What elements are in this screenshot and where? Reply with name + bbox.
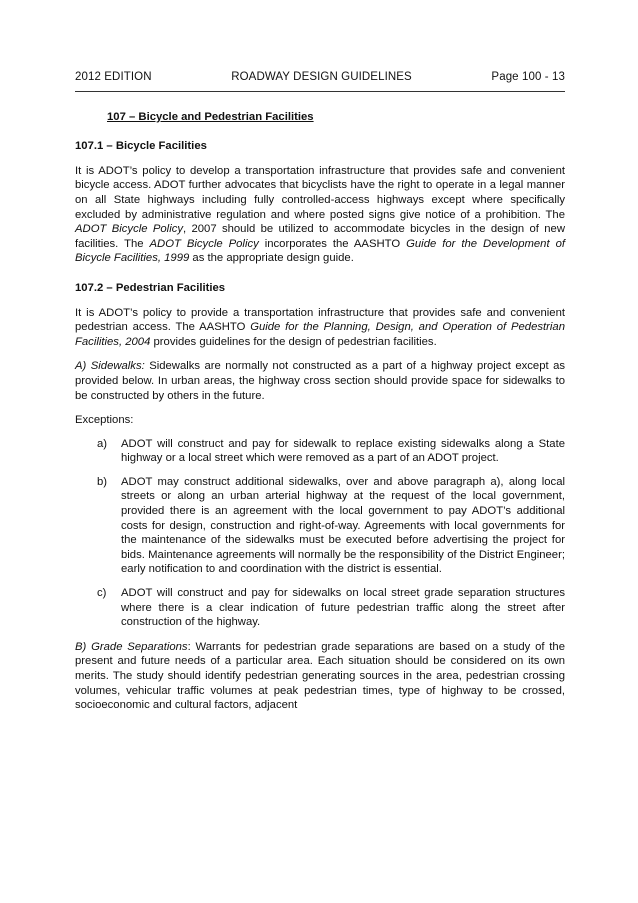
bicycle-paragraph: It is ADOT’s policy to develop a transportation infrastructure that provides safe and convenient bicycle access. ADOT further advocates that bicyclists have the right to operate in a legal manner on all State highways including fully controlled-access highways except where specifically excluded by administrative regulation and where posted signs give notice of a prohibition. The ADOT Bicycle Policy, 2007 should be utilized to accommodate bicycles in the design of new facilities. The ADOT Bicycle Policy incorporates the AASHTO Guide for the Development of Bicycle Facilities, 1999 as the appropriate design guide. (75, 164, 565, 265)
list-item (75, 475, 565, 577)
header-page-number: Page 100 - 13 (491, 71, 565, 83)
pedestrian-paragraph: It is ADOT’s policy to provide a transportation infrastructure that provides safe and convenient pedestrian access. The AASHTO Guide for the Planning, Design, and Operation of Pedestrian Facilities, 2004 provides guidelines for the design of pedestrian facilities. (75, 306, 565, 348)
sidewalks-paragraph: A) Sidewalks: Sidewalks are normally not constructed as a part of a highway project except as provided below. In urban areas, the highway cross section should provide space for sidewalks to be constructed by others in the future. (75, 360, 565, 402)
header-edition: 2012 EDITION (75, 71, 152, 83)
bicycle-heading: 107.1 – Bicycle Facilities (75, 140, 207, 153)
list-item-text: ADOT will construct and pay for sidewalks on local street grade separation structures where there is a clear indication of future pedestrian traffic along the street after construction of the highway. (121, 587, 565, 629)
list-item-label: a) (97, 437, 108, 450)
list-item (75, 586, 565, 630)
list-item (75, 437, 565, 466)
list-item-label: b) (97, 475, 108, 488)
header-title: ROADWAY DESIGN GUIDELINES (231, 71, 412, 83)
header-rule (75, 91, 565, 92)
pedestrian-heading: 107.2 – Pedestrian Facilities (75, 281, 226, 294)
list-item-text: ADOT will construct and pay for sidewalk to replace existing sidewalks along a State highway or a local street which were removed as a part of an ADOT project. (121, 437, 565, 465)
grade-separations-paragraph: B) Grade Separations: Warrants for pedestrian grade separations are based on a study of the present and future needs of a particular area. Each situation should be considered on its own merits. The study should identify pedestrian generating sources in the area, pedestrian crossing volumes, vehicular traffic volumes at peak pedestrian times, type of highway to be crossed, socioeconomic and cultural factors, adjacent (75, 640, 565, 712)
document-page (75, 70, 565, 713)
exceptions-label: Exceptions: (75, 414, 134, 427)
page-header (75, 70, 565, 85)
list-item-text: ADOT may construct additional sidewalks, over and above paragraph a), along local streets or along an urban arterial highway at the request of the local government, provided there is an agreement with the local government to pay ADOT’s additional costs for design, construction and right-of-way. Agreements with local governments for the maintenance of the sidewalks must be executed before advertising the project for bids. Maintenance agreements will normally be the responsibility of the District Engineer; early notification to and coordination with the district is essential. (121, 475, 565, 576)
section-title: 107 – Bicycle and Pedestrian Facilities (107, 110, 314, 123)
list-item-label: c) (97, 587, 107, 600)
exceptions-list (75, 437, 565, 630)
